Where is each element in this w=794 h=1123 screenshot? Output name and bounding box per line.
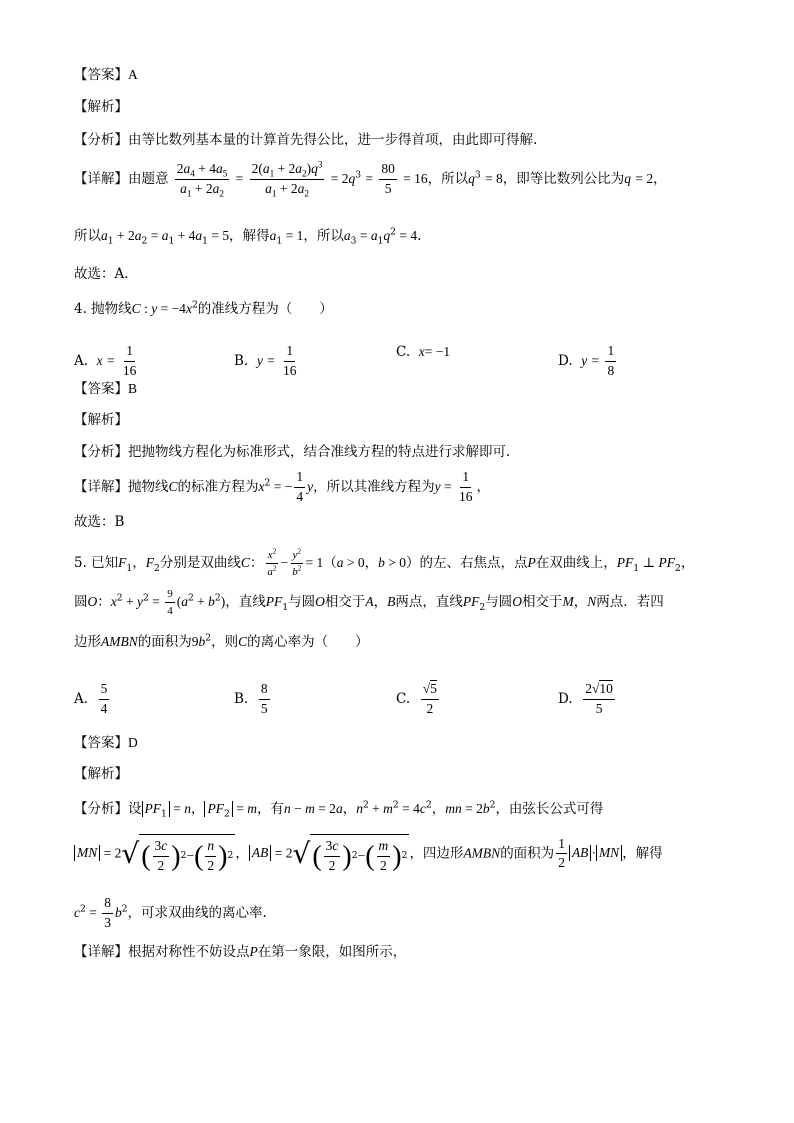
q5-stem-line3: 边形AMBN的面积为$9b^2$，则C的离心率为（ ） (74, 632, 369, 650)
q3-answer-line (74, 68, 138, 83)
q3-choose: 故选：A. (74, 266, 129, 282)
q5-answer-line: 【答案】D (74, 735, 138, 751)
formula-fraction: $\frac{2a_4 + 4a_5}{a_1 + 2a_2}$ (176, 161, 228, 199)
q4-options (74, 334, 754, 378)
q4-detail-line: 【详解】抛物线C的标准方程为$x^2$ = − $\frac{1}{4}$ y，所以其准线方程为y = $\frac{1}{16}$ ， (74, 469, 490, 504)
q4-option-a: A. x = $\frac{1}{16}$ (74, 343, 137, 378)
q3-analysis-tag: 【解析】 (74, 99, 128, 115)
q4-stem: 4. 抛物线C : $y = -4x^2$的准线方程为（ ） (74, 299, 333, 317)
q5-stem-line2: 圆O：$x^2 + y^2$ = $\frac{9}{4}$ $(a^2 + b^2)$，直线$PF_1$与圆O相交于A，B两点，直线$PF_2$与圆O相交于M，N两点．若四 (74, 588, 664, 618)
formula-fraction: $\frac{2(a_1 + 2a_2)q^3}{a_1 + 2a_2}$ (251, 159, 323, 199)
q4-option-c: C. x= −1 (396, 344, 451, 360)
formula-fraction: $\frac{80}{5}$ (381, 161, 395, 196)
q3-detail-line2: 所以$a_1 + 2a_2 = a_1 + 4a_1 = 5$，解得$a_1 = 1$，所以$a_3 = a_1q^2 = 4$. (74, 226, 422, 247)
q5-option-b: B. $\frac{8}{5}$ (234, 681, 268, 716)
answer-tag: 【答案】 (74, 67, 128, 83)
q5-stem-line1: 5. 已知$F_1$，$F_2$分别是双曲线C： $\frac{x^2}{a^2}$ − $\frac{y^2}{b^2}$ = 1（a > 0，b > 0）的左、右焦点，点P在双曲线上，$PF_1$ ⊥ $PF_2$， (74, 546, 695, 579)
q5-fenxi-line2: MN = 2 √ ( $\frac{3c}{2}$ ) 2 − ( $\frac{n}{2}$ ) 2 ， AB = 2 √ ( $\frac{3c}{2}$ ) 2 − ( $\frac{m}{2}$ ) 2 ，四边形AMBN的面积为 $\frac{1}{2}$ AB · MN ，解得 (74, 834, 663, 874)
q4-fenxi-line: 【分析】把抛物线方程化为标准形式，结合准线方程的特点进行求解即可. (74, 444, 511, 460)
q4-choose: 故选：B (74, 514, 125, 530)
q4-option-b: B. y = $\frac{1}{16}$ (234, 343, 297, 378)
q5-fenxi-line3: $c^2$ = $\frac{8}{3}$ $b^2$，可求双曲线的离心率. (74, 895, 267, 930)
q3-fenxi-line: 【分析】由等比数列基本量的计算首先得公比，进一步得首项，由此即可得解. (74, 132, 538, 148)
q4-answer-line: 【答案】B (74, 381, 138, 397)
q5-options (74, 672, 754, 720)
q5-option-d: D. $\frac{2√10}{5}$ (558, 681, 613, 716)
q3-detail-line: 【详解】由题意 $\frac{2a_4 + 4a_5}{a_1 + 2a_2}$ = $\frac{2(a_1 + 2a_2)q^3}{a_1 + 2a_2}$ = $2q^3$ = $\frac{80}{5}$ = 16，所以$q^3 = 8$，即等比数列公比为q = 2， (74, 159, 667, 199)
q4-analysis-tag: 【解析】 (74, 412, 128, 428)
q4-option-d: D. y = $\frac{1}{8}$ (558, 343, 615, 378)
q5-option-c: C. $\frac{√5}{2}$ (396, 681, 437, 716)
q5-fenxi-line1: 【分析】设 $PF_1 = n$， $PF_2 = m$，有n − m = 2a，$n^2 + m^2 = 4c^2$，mn = $2b^2$，由弦长公式可得 (74, 799, 604, 820)
q5-detail-line: 【详解】根据对称性不妨设点P在第一象限，如图所示， (74, 944, 407, 960)
q5-option-a: A. $\frac{5}{4}$ (74, 681, 108, 716)
answer-value: A (128, 67, 138, 82)
q5-analysis-tag: 【解析】 (74, 766, 128, 782)
